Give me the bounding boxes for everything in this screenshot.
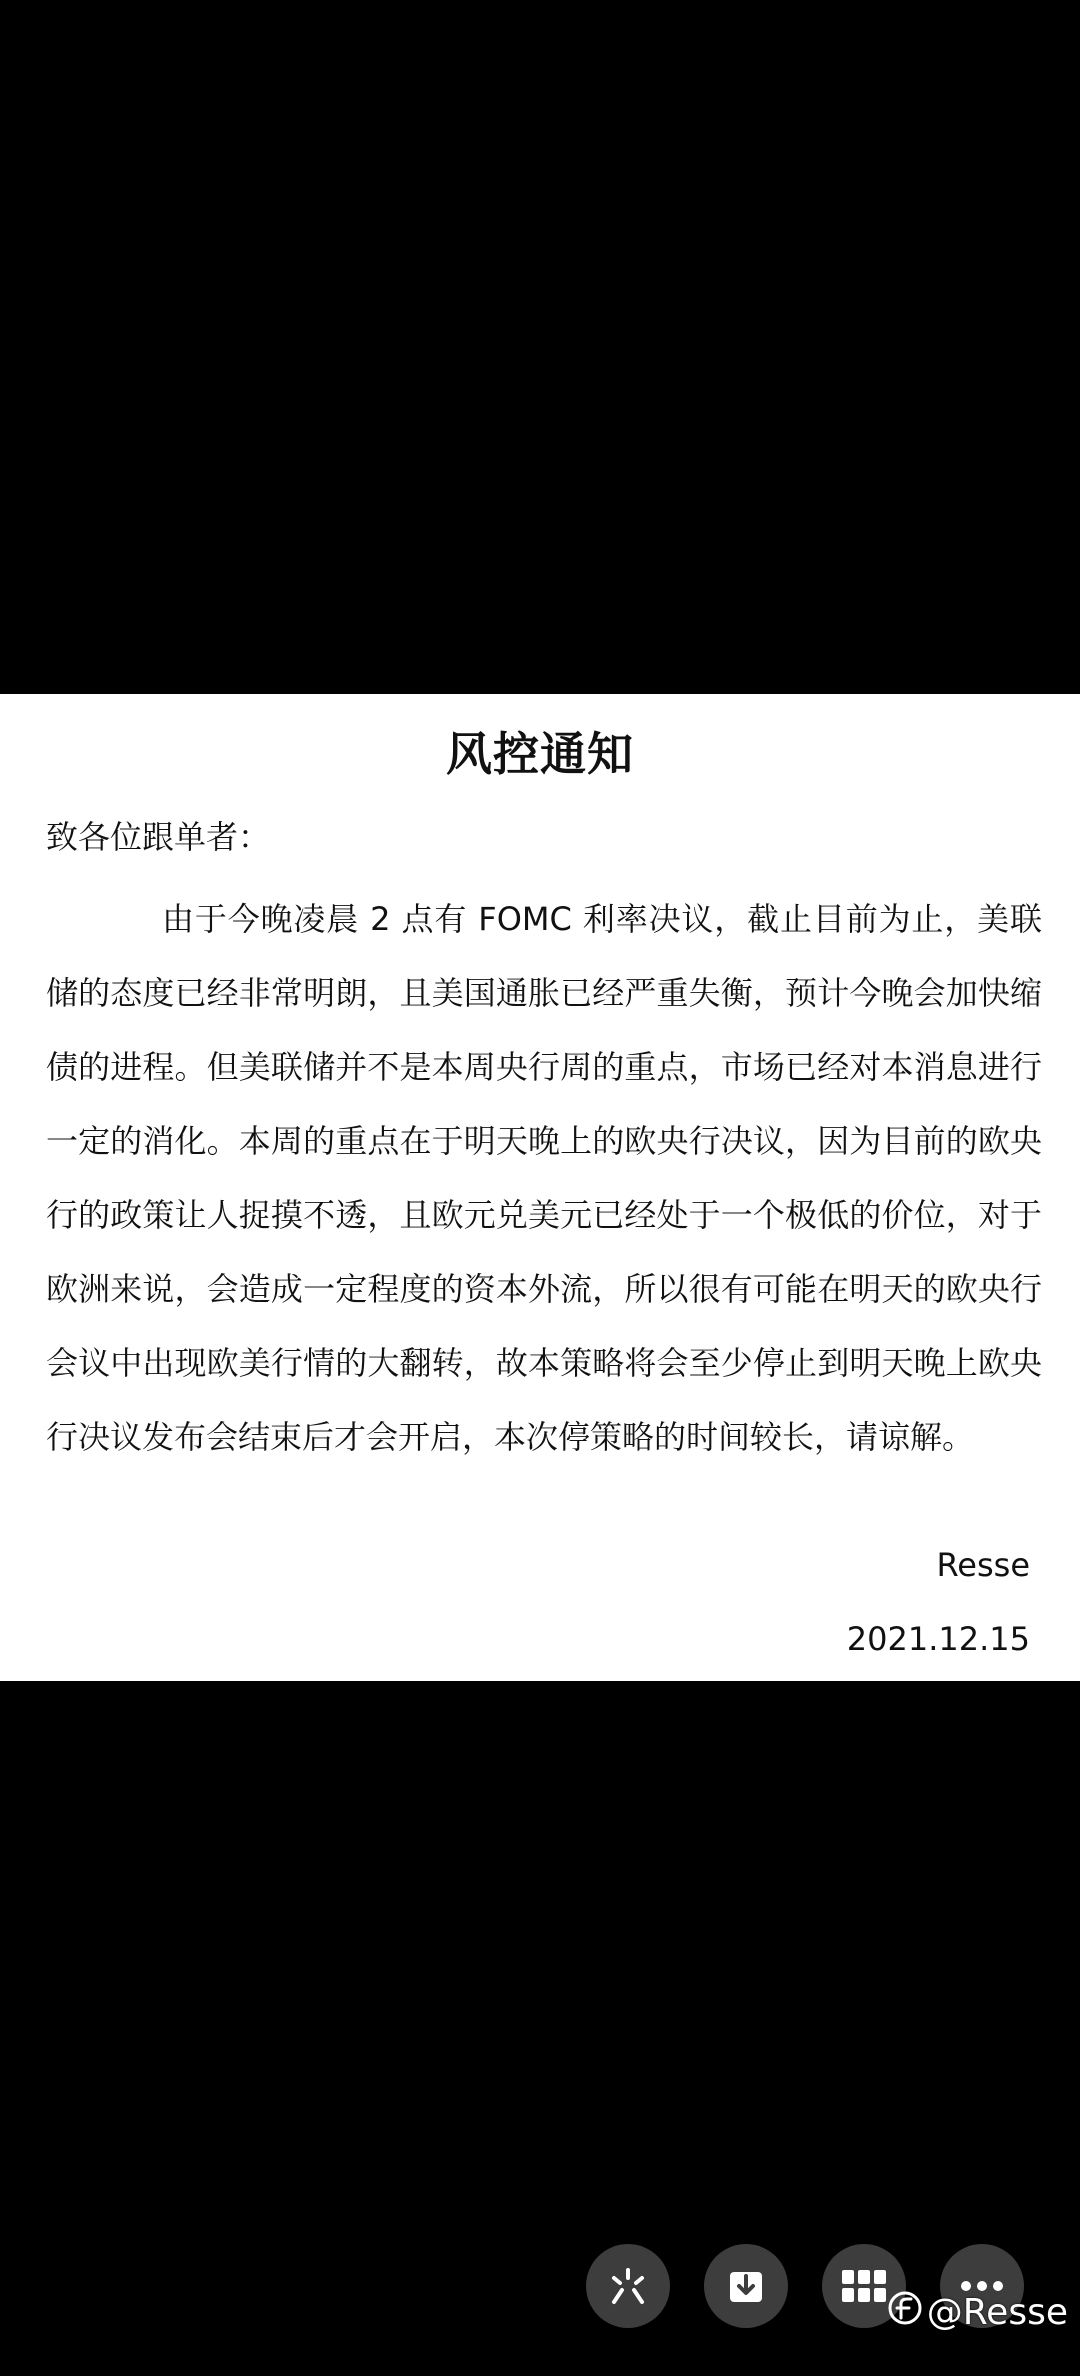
magic-button[interactable] [586,2244,670,2328]
brand-logo-icon [887,2290,923,2335]
download-icon [724,2264,768,2308]
grid-icon [840,2268,888,2304]
notice-image[interactable] [0,694,1080,1681]
notice-body: 由于今晚凌晨 2 点有 FOMC 利率决议，截止目前为止，美联储的态度已经非常明朗，且美国通胀已经严重失衡，预计今晚会加快缩债的进程。但美联储并不是本周央行周的重点，市场已经对本消息进行一定的消化。本周的重点在于明天晚上的欧央行决议，因为目前的欧央行的政策让人捉摸不透，且欧元兑美元已经处于一个极低的价位，对于欧洲来说，会造成一定程度的资本外流，所以很有可能在明天的欧央行会议中出现欧美行情的大翻转，故本策略将会至少停止到明天晚上欧央行决议发布会结束后才会开启，本次停策略的时间较长，请谅解。 [46,900,1042,1456]
watermark [887,2290,1068,2335]
magic-icon [606,2264,650,2308]
download-button[interactable] [704,2244,788,2328]
watermark-text: @Resse [926,2292,1068,2333]
notice-salutation: 致各位跟单者： [46,818,271,856]
notice-signature: Resse [936,1546,1030,1584]
notice-title: 风控通知 [446,727,634,781]
notice-date: 2021.12.15 [846,1620,1030,1658]
